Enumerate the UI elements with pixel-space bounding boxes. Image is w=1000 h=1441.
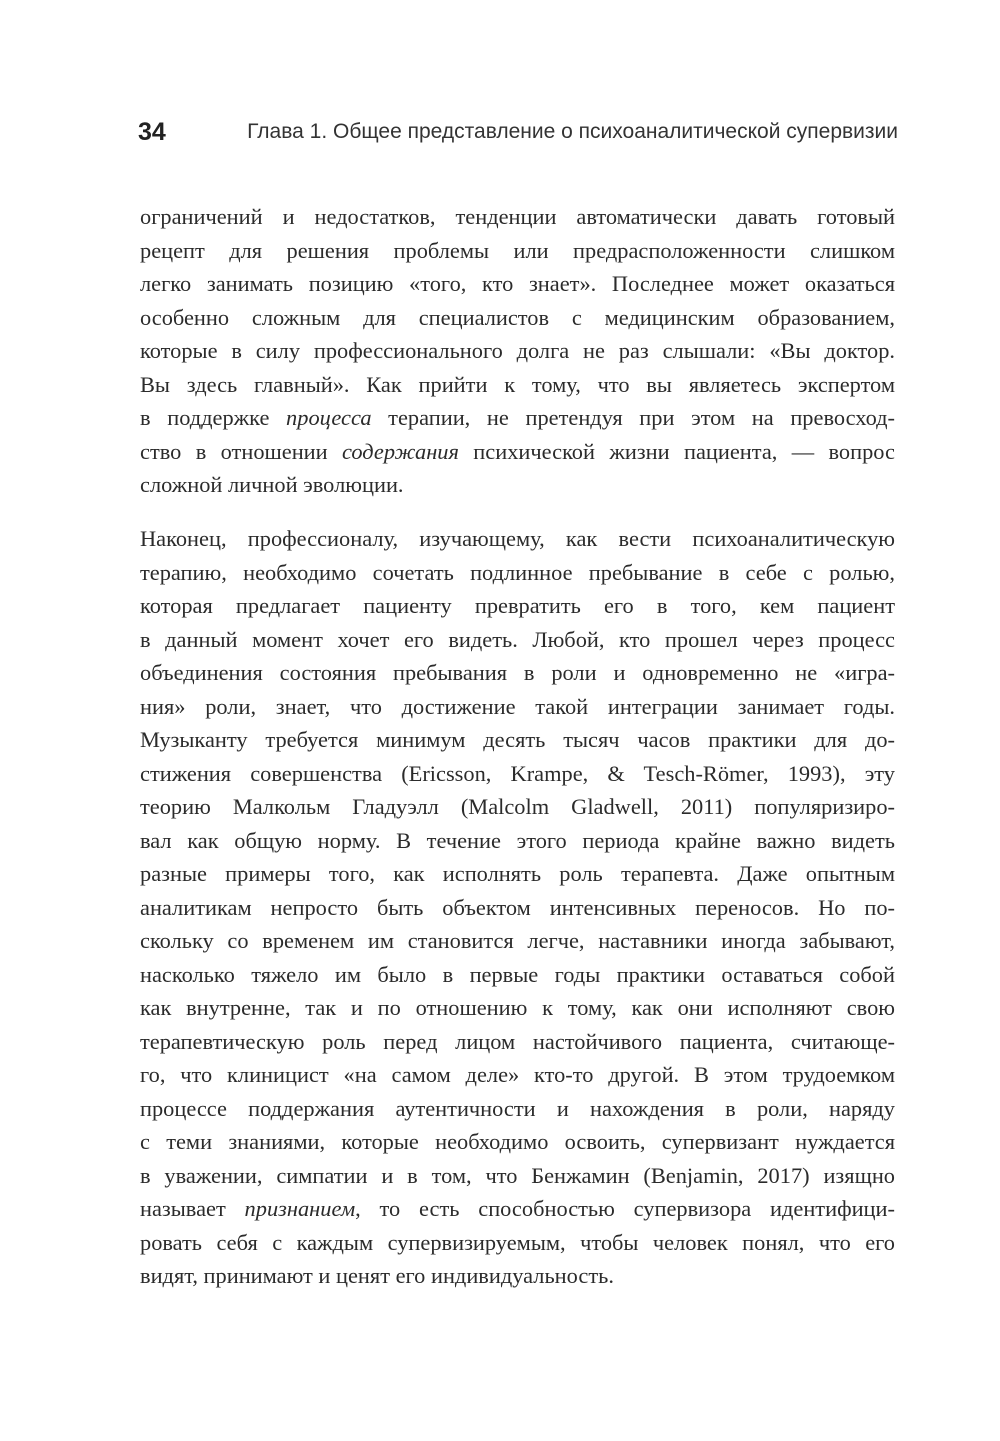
text-run: легко занимать позицию «того, кто знает». Последнее может оказаться xyxy=(140,271,895,296)
text-line xyxy=(140,857,895,891)
text-line xyxy=(140,656,895,690)
text-line xyxy=(140,1159,895,1193)
italic-emphasis: процесса xyxy=(286,405,372,430)
text-line xyxy=(140,234,895,268)
text-line xyxy=(140,1025,895,1059)
text-run: ния» роли, знает, что достижение такой интеграции занимает годы. xyxy=(140,693,895,719)
text-run: терапии, не претендуя при этом на превосход- xyxy=(371,405,895,430)
text-run: называет xyxy=(140,1196,245,1221)
text-run: ровать себя с каждым супервизируемым, чтобы человек понял, что его xyxy=(140,1229,895,1255)
text-run: терапию, необходимо сочетать подлинное пребывание в себе с ролью, xyxy=(140,559,895,585)
paragraph-1 xyxy=(140,200,895,502)
page-header xyxy=(138,116,898,156)
text-line xyxy=(140,690,895,724)
text-run: аналитикам непросто быть объектом интенсивных переносов. Но по- xyxy=(140,894,895,920)
text-run: Наконец, профессионалу, изучающему, как вести психоаналитическую xyxy=(140,526,895,551)
text-line xyxy=(140,301,895,335)
text-line xyxy=(140,589,895,623)
italic-emphasis: признанием xyxy=(244,1196,356,1221)
text-run: ство в отношении xyxy=(140,438,343,464)
text-run: как внутренне, так и по отношению к тому, как они исполняют свою xyxy=(140,995,895,1020)
text-run: особенно сложным для специалистов с медицинским образованием, xyxy=(140,304,895,330)
text-line xyxy=(140,924,895,958)
text-run: го, что клиницист «на самом деле» кто-то другой. В этом трудоемком xyxy=(140,1062,895,1087)
text-line xyxy=(140,368,895,402)
text-line xyxy=(140,1259,895,1293)
text-line xyxy=(140,200,895,234)
text-line xyxy=(140,468,895,502)
text-line xyxy=(140,1092,895,1126)
text-run: которая предлагает пациенту превратить его в того, кем пациент xyxy=(140,593,895,618)
text-run: теорию Малкольм Гладуэлл (Malcolm Gladwell, 2011) популяризиро- xyxy=(140,794,895,819)
text-line xyxy=(140,334,895,368)
running-title: Глава 1. Общее представление о психоаналитической супервизии xyxy=(247,120,898,143)
text-line xyxy=(140,757,895,791)
text-line xyxy=(140,1125,895,1159)
text-run: которые в силу профессионального долга не раз слышали: «Вы доктор. xyxy=(140,338,895,363)
text-line xyxy=(140,723,895,757)
text-run: стижения совершенства (Ericsson, Krampe, & Tesch-Römer, 1993), эту xyxy=(140,760,895,786)
text-run: в поддержке xyxy=(140,405,287,430)
text-run: в данный момент хочет его видеть. Любой, кто прошел через процесс xyxy=(140,626,895,652)
text-line xyxy=(140,401,895,435)
text-run: объединения состояния пребывания в роли и одновременно не «игра- xyxy=(140,660,895,685)
text-line xyxy=(140,1192,895,1226)
text-line xyxy=(140,522,895,556)
text-run: психической жизни пациента, — вопрос xyxy=(458,438,895,464)
text-run: в уважении, симпатии и в том, что Бенжамин (Benjamin, 2017) изящно xyxy=(140,1162,895,1188)
text-run: ограничений и недостатков, тенденции автоматически давать готовый xyxy=(140,204,895,229)
text-line xyxy=(140,435,895,469)
text-run: с теми знаниями, которые необходимо освоить, супервизант нуждается xyxy=(140,1129,895,1154)
text-run: видят, принимают и ценят его индивидуальность. xyxy=(140,1263,614,1288)
text-line xyxy=(140,958,895,992)
text-run: Вы здесь главный». Как прийти к тому, что вы являетесь экспертом xyxy=(140,371,895,397)
text-run: Музыканту требуется минимум десять тысяч часов практики для до- xyxy=(140,727,895,752)
text-run: рецепт для решения проблемы или предрасположенности слишком xyxy=(140,237,895,263)
text-run: разные примеры того, как исполнять роль терапевта. Даже опытным xyxy=(140,861,895,886)
text-line xyxy=(140,991,895,1025)
text-run: , то есть способностью супервизора идентифици- xyxy=(355,1196,895,1221)
text-line xyxy=(140,1226,895,1260)
text-run: вал как общую норму. В течение этого периода крайне важно видеть xyxy=(140,827,895,853)
text-line xyxy=(140,891,895,925)
text-run: сложной личной эволюции. xyxy=(140,472,404,497)
text-run: скольку со временем им становится легче, наставники иногда забывают, xyxy=(140,928,895,953)
text-line xyxy=(140,623,895,657)
page-number: 34 xyxy=(138,118,166,146)
paragraph-2 xyxy=(140,522,895,1293)
text-line xyxy=(140,267,895,301)
text-line xyxy=(140,824,895,858)
text-run: процессе поддержания аутентичности и нахождения в роли, наряду xyxy=(140,1095,895,1121)
text-run: терапевтическую роль перед лицом настойчивого пациента, считающе- xyxy=(140,1028,895,1054)
text-line xyxy=(140,790,895,824)
text-line xyxy=(140,1058,895,1092)
text-run: насколько тяжело им было в первые годы практики оставаться собой xyxy=(140,961,895,987)
italic-emphasis: содержания xyxy=(342,438,459,464)
text-line xyxy=(140,556,895,590)
